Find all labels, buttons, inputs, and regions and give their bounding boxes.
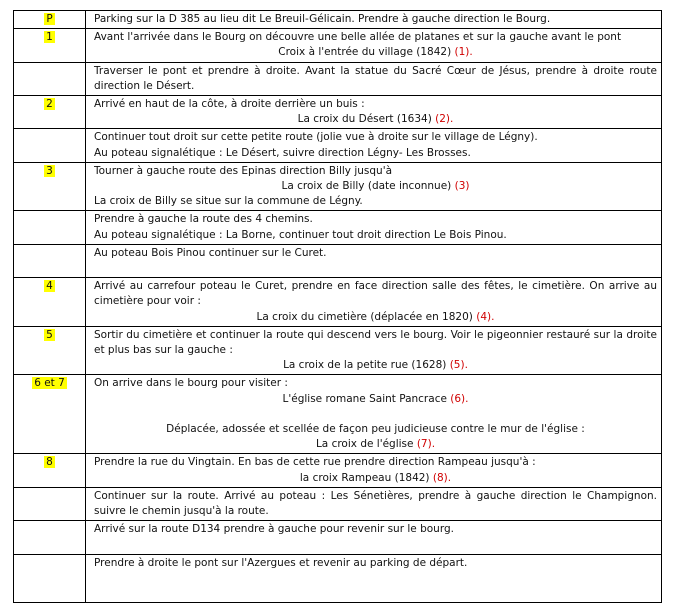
instruction-line [94, 194, 657, 209]
instruction-text: Avant l'arrivée dans le Bourg on découvre une belle allée de platanes et sur la gauche avant le pont [94, 31, 622, 44]
instruction-line [94, 328, 657, 358]
step-marker-cell [14, 487, 86, 520]
blank-line [94, 586, 657, 601]
step-marker-cell [14, 11, 86, 29]
step-instructions [86, 211, 662, 244]
step-marker-cell [14, 375, 86, 454]
step-row [14, 62, 662, 95]
step-marker: 2 [46, 98, 53, 111]
instruction-text: Tourner à gauche route des Epinas direction Billy jusqu'à [94, 164, 393, 177]
step-row [14, 11, 662, 29]
step-instructions [86, 487, 662, 520]
instruction-line [94, 471, 657, 486]
blank-line [94, 407, 657, 422]
instruction-text: Prendre à droite le pont sur l'Azergues et revenir au parking de départ. [94, 556, 468, 569]
instruction-text: L'église romane Saint Pancrace [282, 392, 447, 405]
step-marker-cell [14, 454, 86, 487]
cross-reference-number: (2). [435, 113, 454, 126]
step-row [14, 29, 662, 62]
step-marker-cell [14, 62, 86, 95]
step-instructions [86, 375, 662, 454]
instruction-line [94, 246, 657, 261]
instruction-line [94, 146, 657, 161]
step-row [14, 96, 662, 129]
step-instructions [86, 162, 662, 211]
instruction-text: Au poteau Bois Pinou continuer sur le Curet. [94, 246, 327, 259]
step-row [14, 129, 662, 162]
instruction-text: Continuer tout droit sur cette petite route (jolie vue à droite sur le village de Légny). [94, 131, 538, 144]
step-marker: 4 [46, 280, 53, 293]
instruction-text: la croix Rampeau (1842) [299, 471, 430, 484]
itinerary-table-body [14, 11, 662, 603]
step-row [14, 326, 662, 375]
step-marker-cell [14, 521, 86, 554]
instruction-line [94, 279, 657, 309]
instruction-line [94, 376, 657, 391]
cross-reference-number: (4). [476, 310, 495, 323]
instruction-line [94, 556, 657, 571]
instruction-text: La croix du cimetière (déplacée en 1820) [256, 310, 473, 323]
step-row [14, 244, 662, 277]
instruction-line [94, 130, 657, 145]
instruction-line [94, 212, 657, 227]
instruction-text: La croix du Désert (1634) [297, 113, 432, 126]
instruction-text: Traverser le pont et prendre à droite. Avant la statue du Sacré Cœur de Jésus, prendre à droite route direction le Désert. [94, 64, 657, 92]
instruction-line [94, 12, 657, 27]
instruction-text: Déplacée, adossée et scellée de façon peu judicieuse contre le mur de l'église : [166, 423, 585, 436]
step-marker-cell [14, 162, 86, 211]
step-marker: 6 et 7 [34, 377, 65, 390]
instruction-line [94, 112, 657, 127]
cross-reference-number: (7). [416, 438, 436, 451]
instruction-line [94, 30, 657, 45]
blank-line [94, 571, 657, 586]
instruction-text: Au poteau signalétique : La Borne, continuer tout droit direction Le Bois Pinou. [94, 228, 507, 241]
instruction-text: La croix de l'église [315, 438, 414, 451]
instruction-line [94, 489, 657, 519]
step-row [14, 278, 662, 327]
blank-line [94, 538, 657, 553]
step-instructions [86, 454, 662, 487]
cross-reference-number: (8). [432, 471, 452, 484]
step-row [14, 454, 662, 487]
step-marker-cell [14, 326, 86, 375]
instruction-line [94, 228, 657, 243]
instruction-line [94, 522, 657, 537]
cross-reference-number: (3) [454, 180, 470, 193]
cross-reference-number: (5). [449, 359, 468, 372]
instruction-line [94, 422, 657, 437]
instruction-line [94, 64, 657, 94]
blank-line [94, 261, 657, 276]
instruction-text: La croix de Billy (date inconnue) [281, 180, 452, 193]
step-marker-cell [14, 29, 86, 62]
instruction-text: Sortir du cimetière et continuer la route qui descend vers le bourg. Voir le pigeonnier restauré sur la droite et plus bas sur la gauche : [94, 328, 657, 357]
instruction-text: Parking sur la D 385 au lieu dit Le Breuil-Gélicain. Prendre à gauche direction le Bourg. [94, 13, 551, 25]
step-instructions [86, 244, 662, 277]
step-instructions [86, 326, 662, 375]
step-marker: 8 [46, 456, 53, 469]
step-instructions [86, 278, 662, 327]
step-marker-cell [14, 278, 86, 327]
step-row [14, 375, 662, 454]
step-instructions [86, 11, 662, 29]
instruction-text: La croix de la petite rue (1628) [283, 359, 447, 372]
step-instructions [86, 62, 662, 95]
step-instructions [86, 96, 662, 129]
instruction-text: On arrive dans le bourg pour visiter : [94, 377, 288, 390]
instruction-line [94, 392, 657, 407]
step-marker-cell [14, 129, 86, 162]
step-marker: 3 [46, 164, 53, 177]
instruction-text: Arrivé en haut de la côte, à droite derrière un buis : [94, 98, 365, 111]
instruction-text: Au poteau signalétique : Le Désert, suivre direction Légny- Les Brosses. [94, 146, 471, 159]
step-marker-cell [14, 96, 86, 129]
step-marker: 1 [46, 31, 53, 44]
instruction-text: Prendre à gauche la route des 4 chemins. [94, 213, 313, 226]
instruction-line [94, 97, 657, 112]
instruction-text: Continuer sur la route. Arrivé au poteau : Les Sénetières, prendre à gauche direction le Champignon. suivre le chemin jusqu'à la route. [94, 489, 657, 518]
instruction-text: Croix à l'entrée du village (1842) [278, 46, 452, 59]
instruction-line [94, 179, 657, 194]
instruction-text: Prendre la rue du Vingtain. En bas de cette rue prendre direction Rampeau jusqu'à : [94, 456, 536, 469]
step-marker-cell [14, 211, 86, 244]
cross-reference-number: (1). [454, 46, 473, 59]
step-instructions [86, 29, 662, 62]
cross-reference-number: (6). [450, 392, 469, 405]
instruction-text: Arrivé sur la route D134 prendre à gauche pour revenir sur le bourg. [94, 523, 454, 536]
step-row [14, 211, 662, 244]
step-instructions [86, 129, 662, 162]
instruction-line [94, 310, 657, 325]
step-instructions [86, 521, 662, 554]
step-row [14, 162, 662, 211]
instruction-line [94, 164, 657, 179]
instruction-text: La croix de Billy se situe sur la commune de Légny. [94, 195, 363, 208]
instruction-line [94, 455, 657, 470]
itinerary-document [13, 10, 662, 603]
step-row [14, 487, 662, 520]
step-marker: 5 [46, 328, 53, 341]
instruction-text: Arrivé au carrefour poteau le Curet, prendre en face direction salle des fêtes, le cimetière. On arrive au cimetière pour voir : [94, 280, 657, 308]
itinerary-table [13, 10, 662, 603]
instruction-line [94, 358, 657, 373]
step-row [14, 521, 662, 554]
instruction-line [94, 45, 657, 60]
instruction-line [94, 437, 657, 452]
step-marker-cell [14, 244, 86, 277]
step-marker: P [46, 13, 53, 25]
